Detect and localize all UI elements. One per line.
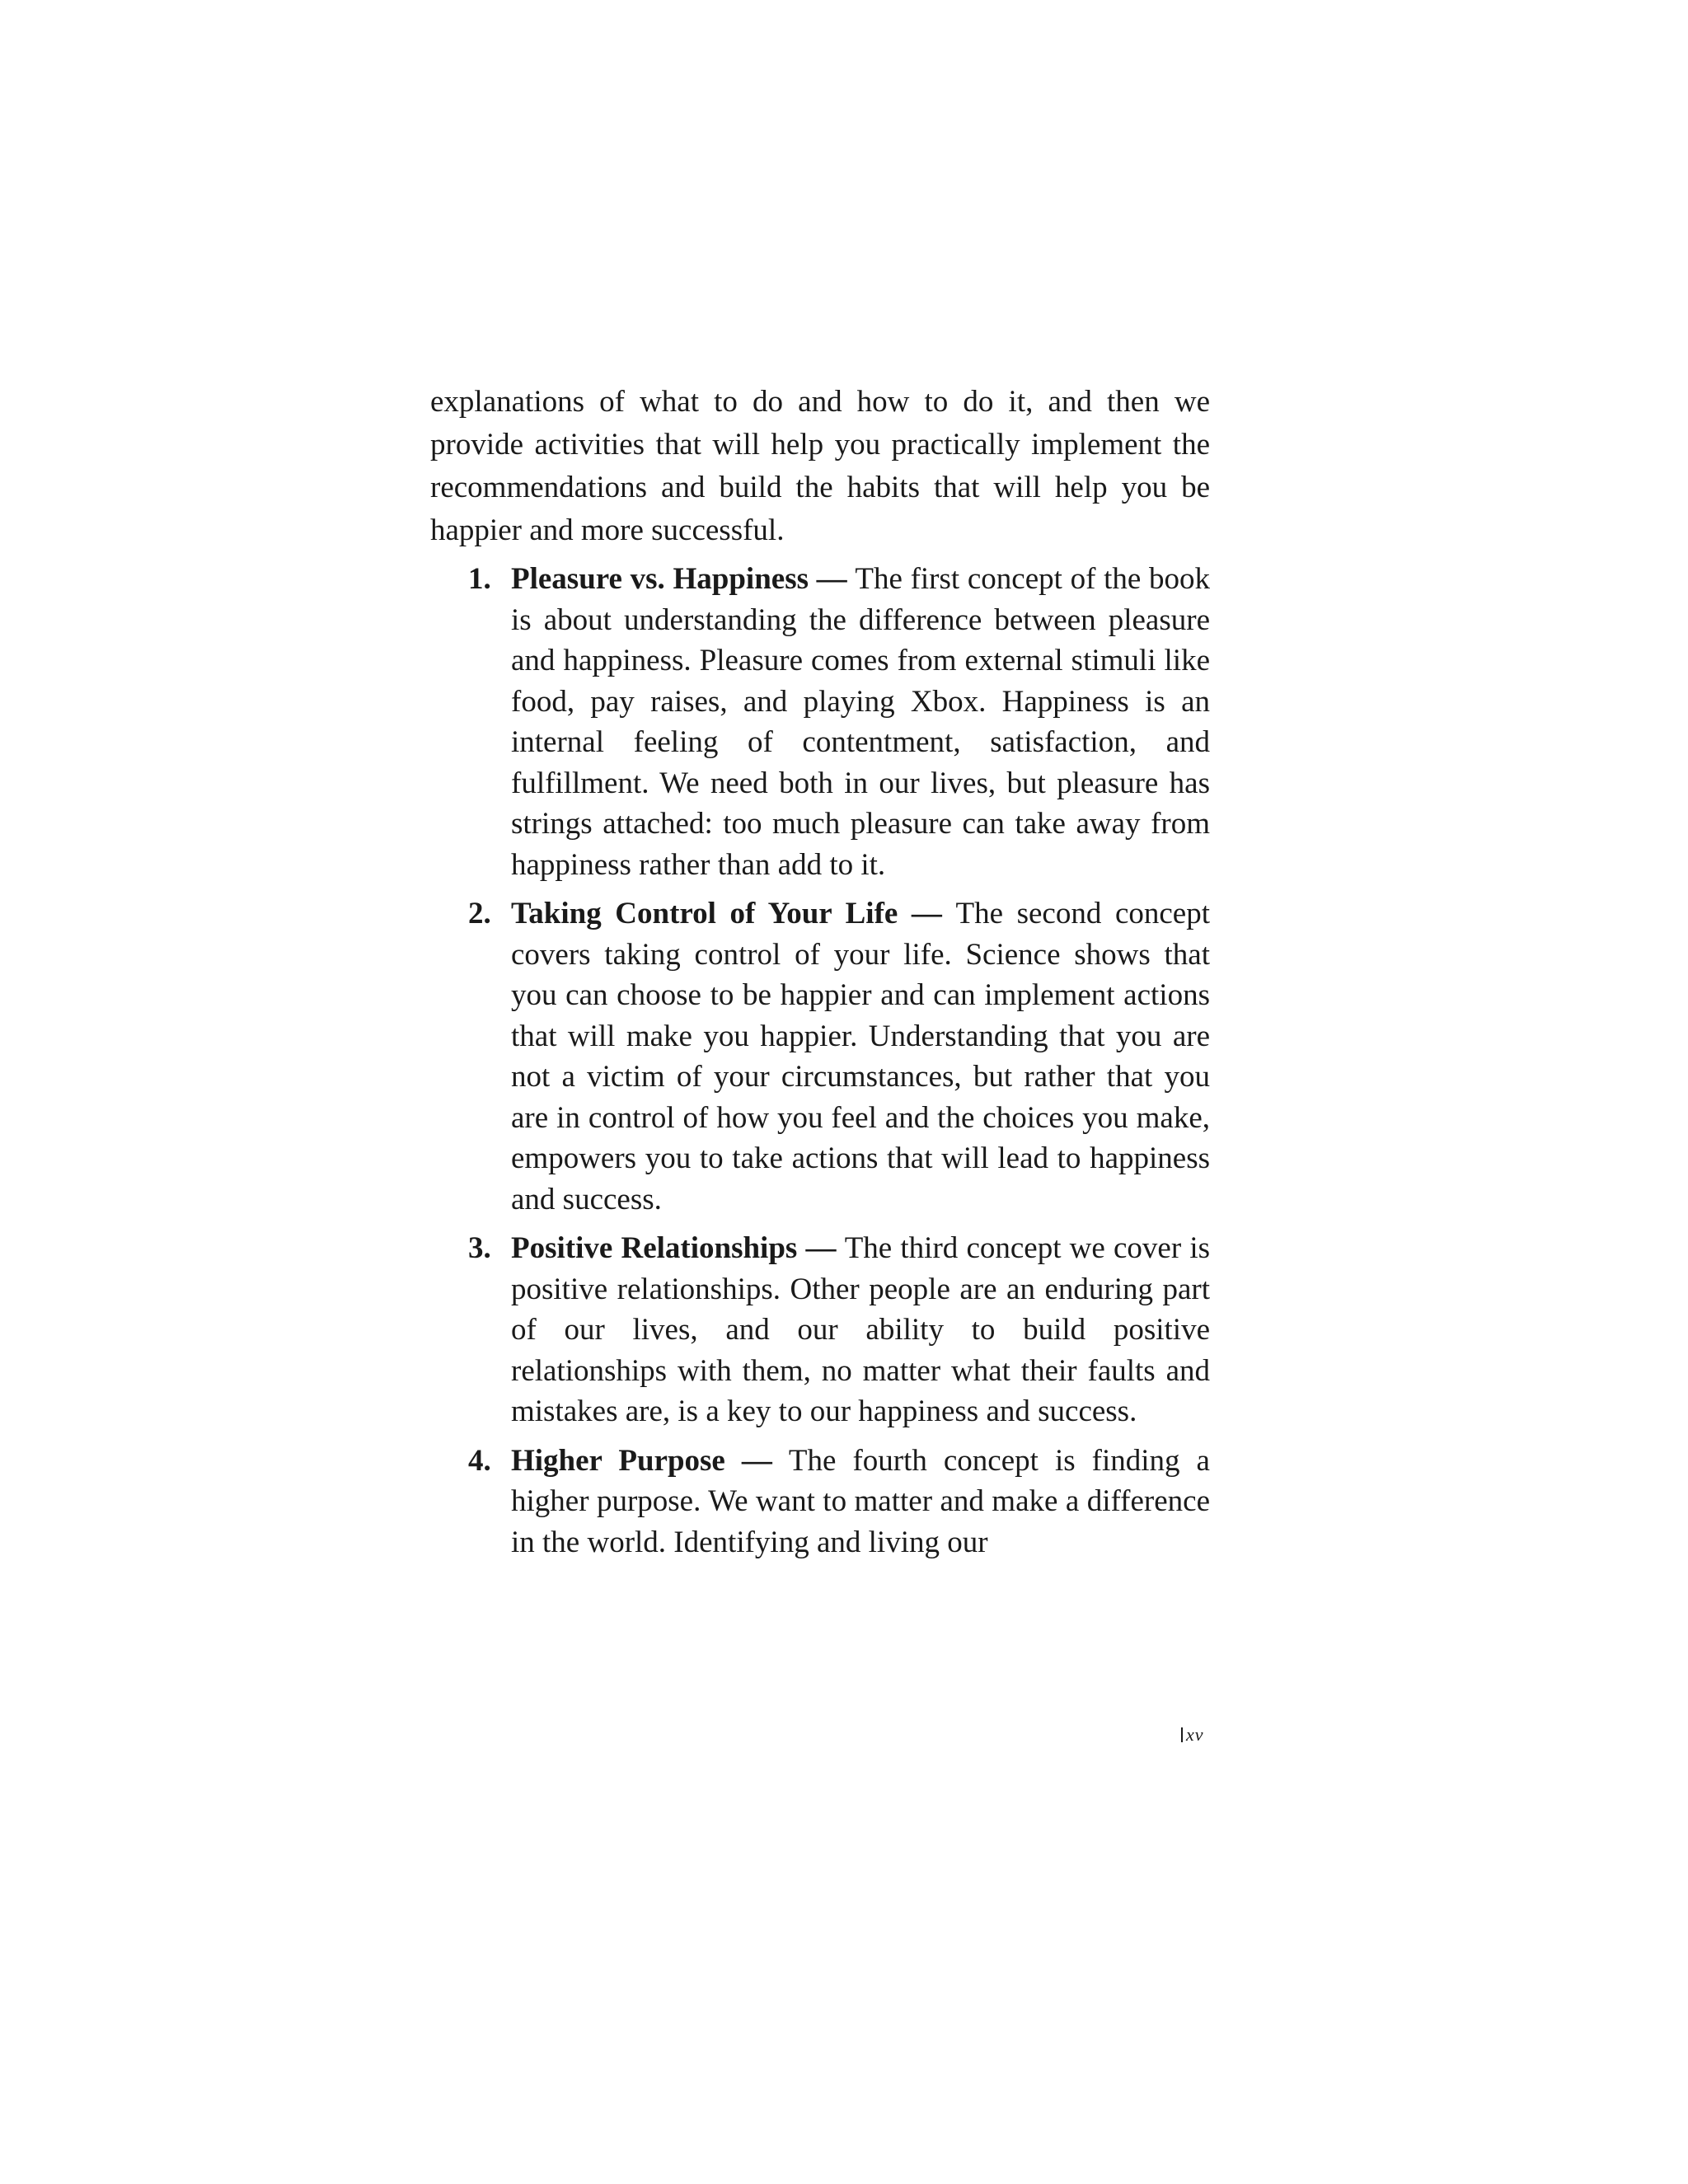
list-item-number: 2.: [468, 897, 491, 930]
list-item-title: Pleasure vs. Happiness: [511, 562, 809, 596]
page-number: xv: [1181, 1724, 1204, 1746]
em-dash: —: [898, 897, 956, 930]
list-item-number: 4.: [468, 1443, 491, 1478]
list-item-body: The first concept of the book is about understanding the difference between pleasure and happiness. Pleasure comes from external stimuli like food, pay raises, and playing Xbox. Happiness is an internal feeling of contentment, satisfaction, and fulfillment. We need both in our lives, but pleasure has strings attached: too much pleasure can take away from happiness rather than add to it.: [511, 562, 1210, 882]
list-item-body: The third concept we cover is positive relationships. Other people are an enduring part of our lives, and our ability to build positive relationships with them, no matter what their faults and mistakes are, is a key to our happiness and success.: [511, 1231, 1211, 1428]
concept-list: [430, 559, 1210, 1563]
list-item-higher-purpose: [430, 1441, 1210, 1563]
list-item-title: Higher Purpose: [511, 1443, 725, 1478]
list-item-title: Positive Relationships: [511, 1231, 798, 1265]
em-dash: —: [724, 1443, 789, 1478]
list-item-title: Taking Control of Your Life: [511, 897, 898, 930]
list-item-body: The fourth concept is finding a higher purpose. We want to matter and make a difference in the world. Identifying and living our: [511, 1443, 1210, 1559]
list-item-number: 1.: [468, 562, 491, 596]
intro-paragraph: explanations of what to do and how to do it, and then we provide activities that will help you practically implement the recommendations and build the habits that will help you be happier and more successful.: [430, 385, 1210, 547]
list-item-positive-relationships: [430, 1228, 1210, 1432]
list-item-number: 3.: [468, 1231, 491, 1265]
list-item-pleasure-vs-happiness: [430, 559, 1210, 885]
list-item-taking-control: [430, 893, 1210, 1220]
em-dash: —: [809, 562, 856, 596]
page-text: [430, 381, 1210, 1571]
em-dash: —: [797, 1231, 845, 1265]
list-item-body: The second concept covers taking control of your life. Science shows that you can choose to be happier and can implement actions that will make you happier. Understanding that you are not a victim of your circumstances, but rather that you are in control of how you feel and the choices you make, empowers you to take actions that will lead to happiness and success.: [511, 897, 1210, 1216]
